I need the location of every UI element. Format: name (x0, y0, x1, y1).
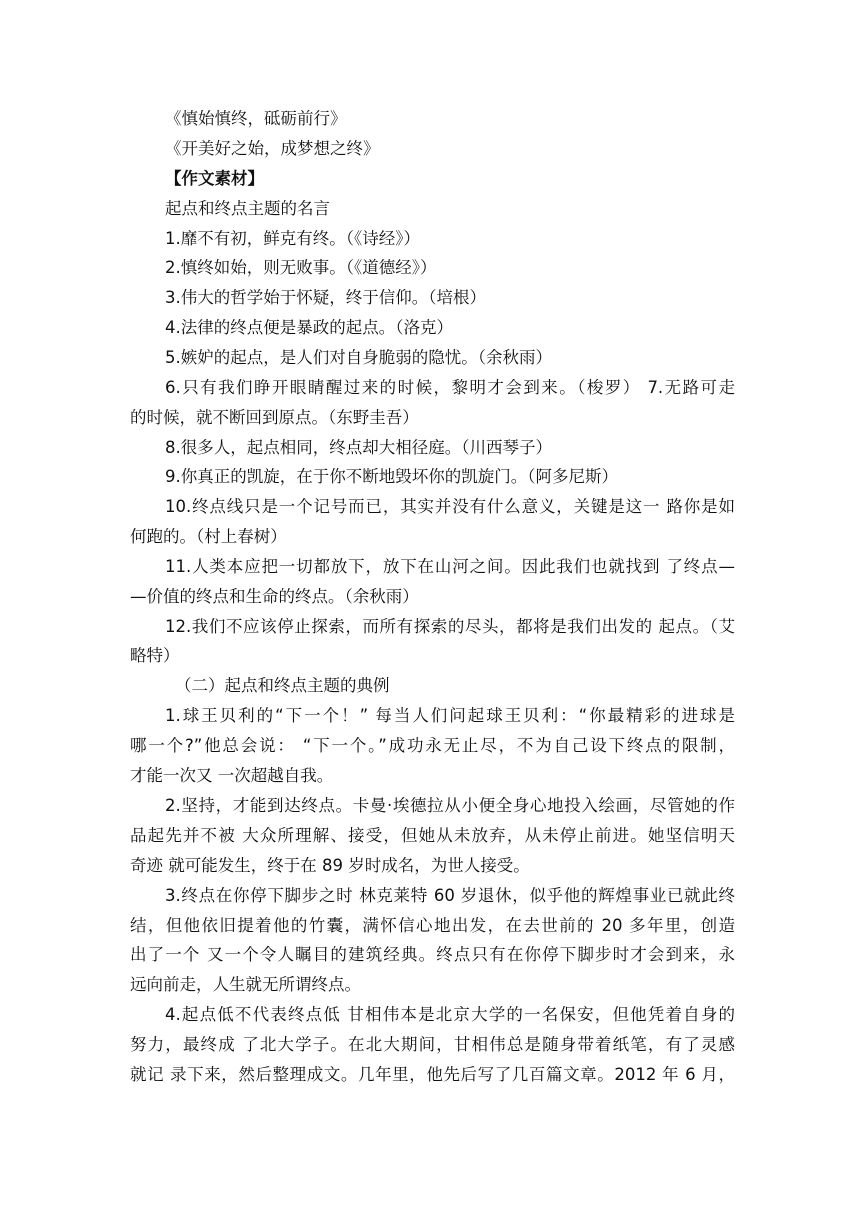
quote-line: 10.终点线只是一个记号而已，其实并没有什么意义，关键是这一 路你是如 (165, 497, 735, 516)
quote-line: 何跑的。（村上春树） (130, 527, 287, 546)
quote-line: 6.只有我们睁开眼睛醒过来的时候，黎明才会到来。（梭罗） 7.无路可走 (165, 378, 735, 397)
essay-title-1: 《慎始慎终，砥砺前行》 (165, 109, 347, 128)
quote-line: 5.嫉妒的起点，是人们对自身脆弱的隐忧。（余秋雨） (165, 348, 552, 367)
quote-line: 3.伟大的哲学始于怀疑，终于信仰。（培根） (165, 288, 486, 307)
example-line: 奇迹 就可能发生，终于在 89 岁时成名，为世人接受。 (130, 856, 530, 875)
example-line: 品起先并不被 大众所理解、接受，但她从未放弃，从未停止前进。她坚信明天 (130, 826, 735, 845)
quote-line: —价值的终点和生命的终点。（余秋雨） (130, 587, 419, 606)
example-line: 2.坚持，才能到达终点。卡曼·埃德拉从小便全身心地投入绘画，尽管她的作 (165, 796, 735, 815)
example-line: 努力，最终成 了北大学子。在北大期间，甘相伟总是随身带着纸笔，有了灵感 (130, 1035, 735, 1054)
section-heading: 【作文素材】 (165, 169, 264, 188)
quote-line: 8.很多人，起点相同，终点却大相径庭。（川西琴子） (165, 438, 552, 457)
quote-line: 的时候，就不断回到原点。（东野圭吾） (130, 408, 419, 427)
quote-line: 略特） (130, 646, 180, 665)
example-line: 就记 录下来，然后整理成文。几年里，他先后写了几百篇文章。2012 年 6 月， (130, 1065, 735, 1084)
example-line: 结，但他依旧提着他的竹囊，满怀信心地出发，在去世前的 20 多年里，创造 (130, 916, 735, 935)
example-line: 3.终点在你停下脚步之时 林克莱特 60 岁退休，似乎他的辉煌事业已就此终 (165, 886, 735, 905)
quote-line: 1.靡不有初，鲜克有终。（《诗经》） (165, 229, 420, 248)
example-line: 哪一个?”他总会说： “下一个。”成功永无止尽，不为自己设下终点的限制， (130, 736, 735, 755)
example-line: 1.球王贝利的“下一个！” 每当人们问起球王贝利：“你最精彩的进球是 (165, 706, 735, 725)
quote-line: 12.我们不应该停止探索，而所有探索的尽头，都将是我们出发的 起点。（艾 (165, 617, 735, 636)
subsection-heading-quotes: 起点和终点主题的名言 (165, 199, 330, 218)
subsection-heading-examples: （二）起点和终点主题的典例 (175, 676, 390, 695)
quote-line: 9.你真正的凯旋，在于你不断地毁坏你的凯旋门。（阿多尼斯） (165, 467, 618, 486)
example-line: 4.起点低不代表终点低 甘相伟本是北京大学的一名保安，但他凭着自身的 (165, 1005, 735, 1024)
quote-line: 4.法律的终点便是暴政的起点。（洛克） (165, 318, 453, 337)
quote-line: 2.慎终如始，则无败事。（《道德经》） (165, 258, 437, 277)
example-line: 远向前走，人生就无所谓终点。 (130, 975, 361, 994)
essay-title-2: 《开美好之始，成梦想之终》 (165, 139, 380, 158)
example-line: 出了一个 又一个令人瞩目的建筑经典。终点只有在你停下脚步时才会到来，永 (130, 945, 735, 964)
quote-line: 11.人类本应把一切都放下，放下在山河之间。因此我们也就找到 了终点— (165, 557, 735, 576)
example-line: 才能一次又 一次超越自我。 (130, 766, 334, 785)
